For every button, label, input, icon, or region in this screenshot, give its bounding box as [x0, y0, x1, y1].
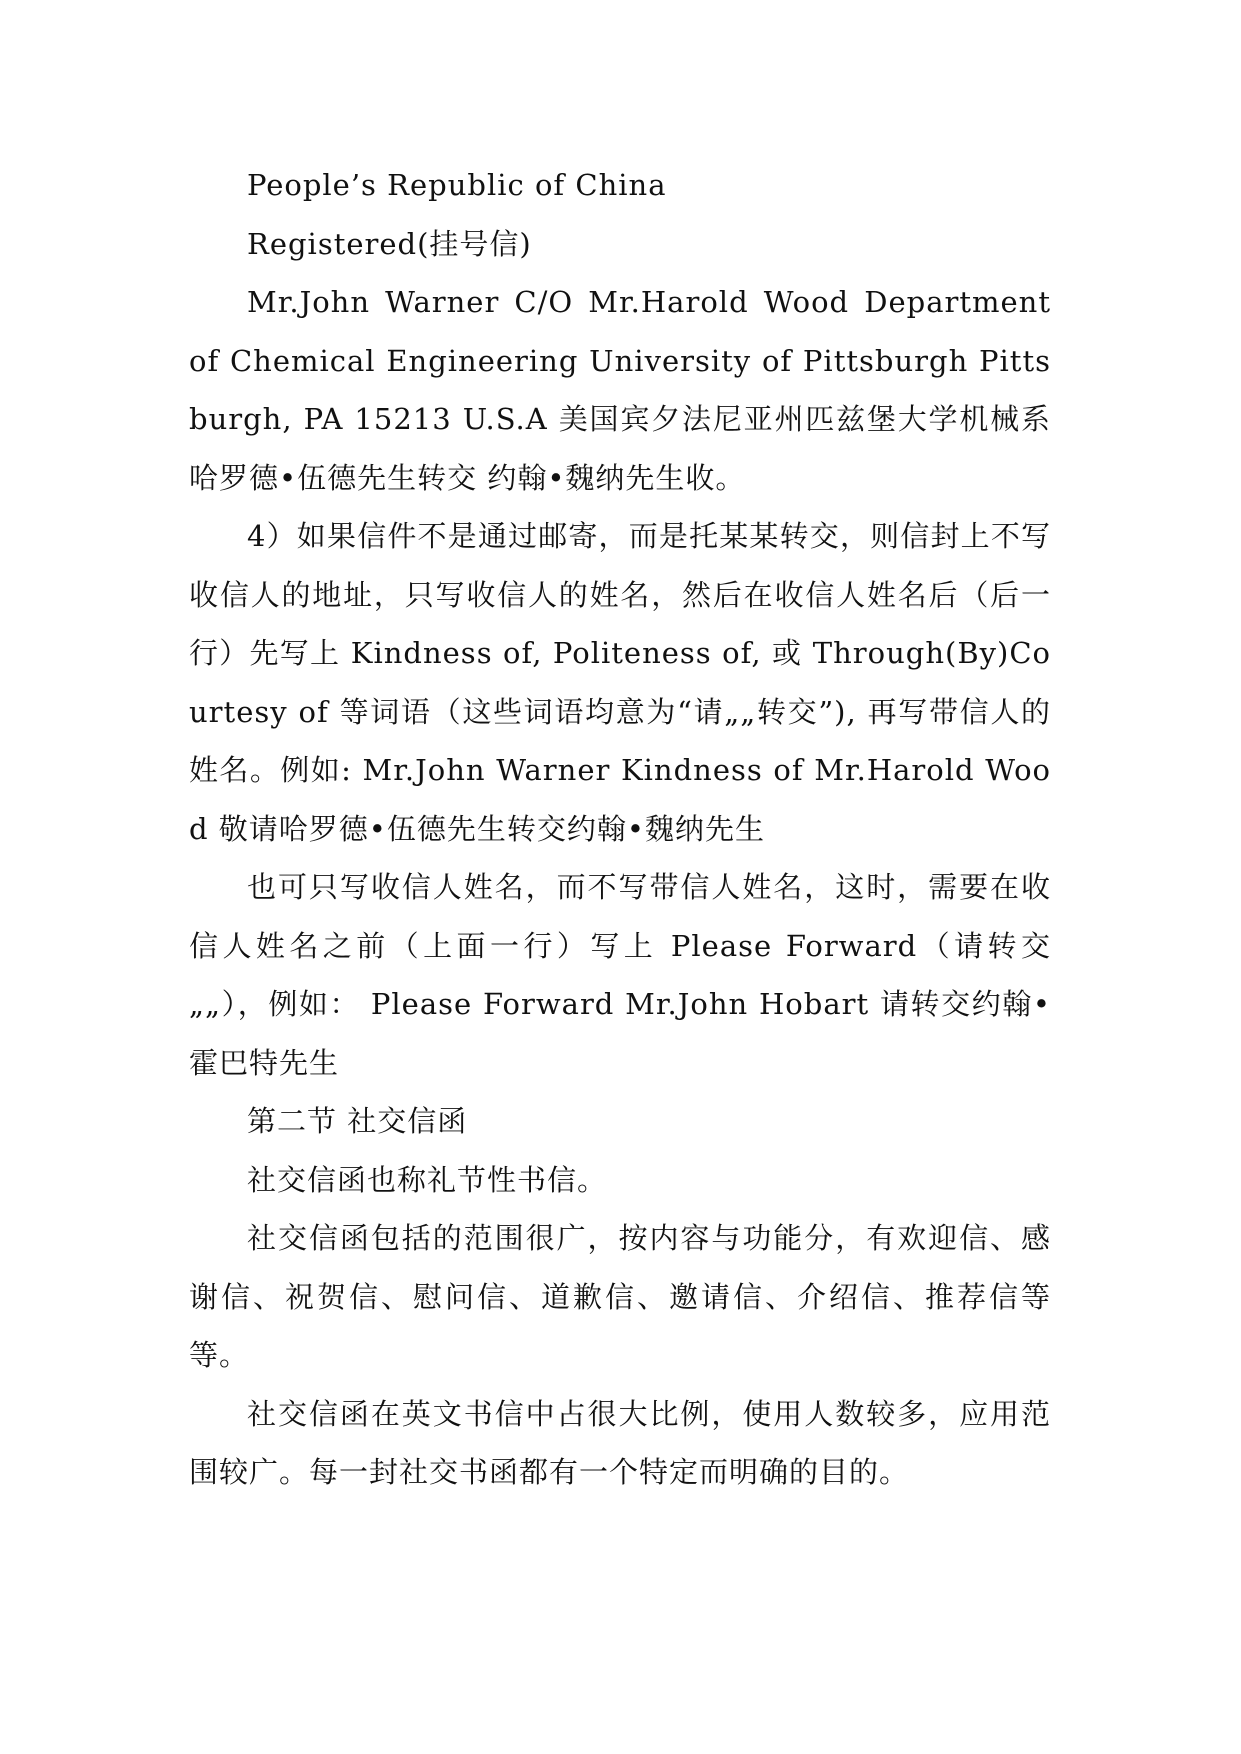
document-page — [189, 156, 1051, 1502]
paragraph-usage: 社交信函在英文书信中占很大比例，使用人数较多，应用范围较广。每一封社交书函都有一个特定而明确的目的。 — [189, 1396, 1051, 1489]
paragraph-forwarding-rule: 4）如果信件不是通过邮寄，而是托某某转交，则信封上不写收信人的地址，只写收信人的姓名，然后在收信人姓名后（后一行）先写上 Kindness of, Politeness of, 或 Through(By)Courtesy of 等词语（这些词语均意为“请„„转交”), 再写带信人的姓名。例如: Mr.John Warner Kindness of Mr.Harold Wood 敬请哈罗德•伍德先生转交约翰•魏纳先生 — [189, 519, 1051, 846]
paragraph-definition: 社交信函也称礼节性书信。 — [247, 1162, 608, 1197]
paragraph-registered: Registered(挂号信) — [247, 226, 532, 261]
paragraph-country: People’s Republic of China — [247, 168, 667, 202]
paragraph-scope: 社交信函包括的范围很广，按内容与功能分，有欢迎信、感谢信、祝贺信、慰问信、道歉信、邀请信、介绍信、推荐信等等。 — [189, 1221, 1051, 1372]
section-heading: 第二节 社交信函 — [247, 1104, 468, 1138]
paragraph-address-example: Mr.John Warner C/O Mr.Harold Wood Department of Chemical Engineering University of Pittsburgh Pittsburgh, PA 15213 U.S.A 美国宾夕法尼亚州匹兹堡大学机械系 哈罗德•伍德先生转交 约翰•魏纳先生收。 — [189, 285, 1051, 495]
paragraph-please-forward: 也可只写收信人姓名，而不写带信人姓名，这时，需要在收信人姓名之前（上面一行）写上 Please Forward（请转交„„），例如： Please Forward Mr.John Hobart 请转交约翰•霍巴特先生 — [189, 870, 1051, 1080]
